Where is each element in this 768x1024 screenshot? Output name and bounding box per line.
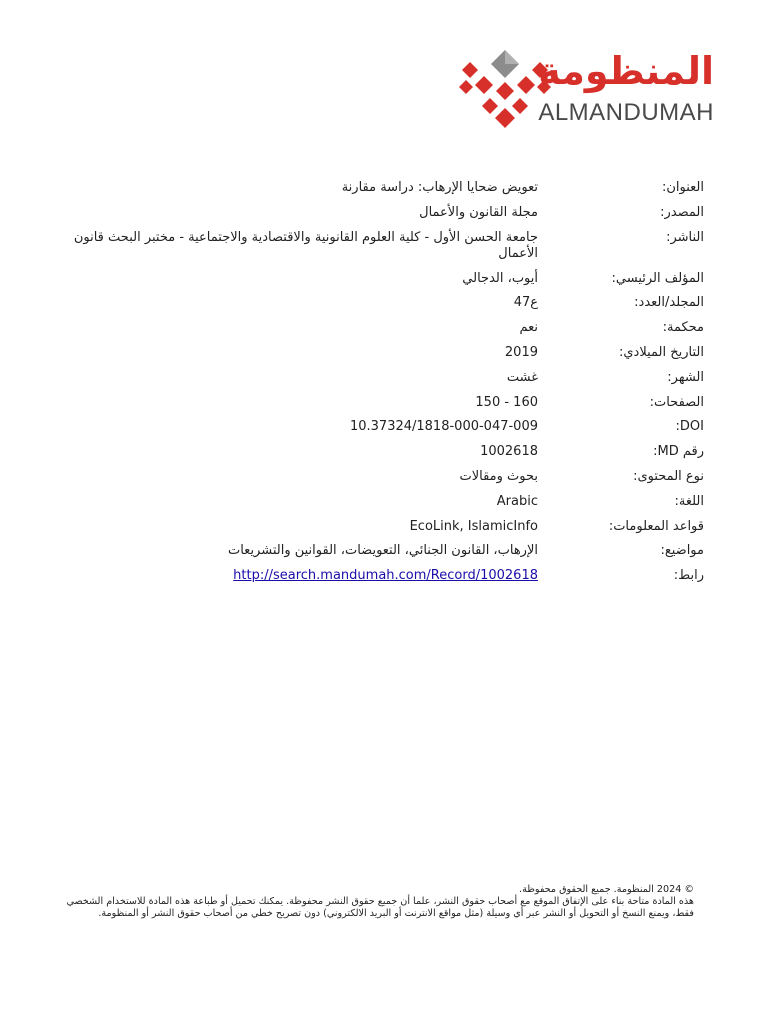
field-value-link: [60, 564, 538, 584]
field-value-title: تعويض ضحايا الإرهاب: دراسة مقارنة: [341, 180, 538, 195]
pages-text: 150 - 160: [475, 394, 538, 410]
field-label: العنوان:: [661, 180, 704, 195]
field-label: الناشر:: [666, 229, 704, 245]
field-label: محكمة:: [662, 320, 704, 336]
row-year: [60, 341, 704, 366]
field-label: مواضيع:: [660, 543, 704, 559]
logo-english-text: ALMANDUMAH: [538, 99, 714, 126]
field-label: نوع المحتوى:: [633, 468, 704, 484]
field-value-year: 2019: [504, 344, 538, 360]
field-label: المؤلف الرئيسي:: [611, 270, 704, 286]
row-main-author: [60, 267, 704, 292]
field-value-publisher: جامعة الحسن الأول - كلية العلوم القانونية والاقتصادية والاجتماعية - مختبر البحث قانون الأعمال: [73, 229, 538, 261]
field-label: الشهر:: [667, 369, 704, 385]
row-pages: [60, 391, 704, 416]
field-value-content-type: بحوث ومقالات: [459, 468, 538, 484]
doi-text: 10.37324/1818-000-047-009: [349, 419, 538, 435]
field-value-pages: [60, 391, 538, 411]
field-label: المجلد/العدد:: [634, 295, 704, 311]
row-md-number: [60, 440, 704, 465]
field-label: رابط:: [673, 568, 704, 584]
field-value-language: Arabic: [496, 493, 538, 509]
copyright-footer: [54, 884, 694, 920]
row-content-type: [60, 465, 704, 490]
record-details: [60, 176, 704, 589]
field-label: المصدر:: [660, 204, 704, 220]
record-link[interactable]: http://search.mandumah.com/Record/1002618: [233, 568, 538, 584]
field-value-peer-reviewed: نعم: [519, 320, 538, 336]
row-subjects: [60, 539, 704, 564]
field-label: DOI:: [675, 419, 704, 435]
field-label: رقم MD:: [653, 444, 704, 460]
row-month: [60, 366, 704, 391]
row-source: [60, 201, 704, 226]
field-label: قواعد المعلومات:: [608, 518, 704, 534]
usage-notice: هذه المادة متاحة بناء على الإتفاق الموقع مع أصحاب حقوق النشر، علما أن جميع حقوق النشر محفوظة. يمكنك تحميل أو طباعة هذه المادة للاستخدام الشخصي فقط، ويمنع النسخ أو التحويل أو النشر عبر أي وسيلة (مثل مواقع الانترنت أو البريد الالكتروني) دون تصريح خطي من أصحاب حقوق النشر أو المنظومة.: [66, 896, 694, 919]
row-language: [60, 490, 704, 515]
field-value-author: أيوب، الدجالي: [462, 270, 538, 286]
databases-text: EcoLink, IslamicInfo: [409, 518, 538, 534]
field-value-databases: [60, 515, 538, 535]
row-title: [60, 176, 704, 201]
row-publisher: [60, 226, 704, 267]
field-value-doi: [60, 415, 538, 435]
row-peer-reviewed: [60, 316, 704, 341]
logo-arabic-text: المنظومة: [538, 49, 714, 93]
row-databases: [60, 515, 704, 540]
field-value-source: مجلة القانون والأعمال: [419, 204, 538, 220]
almandumah-logo: [456, 48, 718, 132]
field-value-subjects: الإرهاب، القانون الجنائي، التعويضات، القوانين والتشريعات: [227, 543, 538, 559]
field-label: اللغة:: [674, 493, 704, 509]
copyright-line: © 2024 المنظومة. جميع الحقوق محفوظة.: [519, 884, 694, 895]
row-doi: [60, 415, 704, 440]
field-value-issue: ع47: [513, 295, 538, 311]
field-value-md-number: 1002618: [480, 444, 538, 460]
row-volume-issue: [60, 291, 704, 316]
field-label: التاريخ الميلادي:: [619, 344, 704, 360]
field-value-month: غشت: [506, 369, 538, 385]
row-link: [60, 564, 704, 589]
field-label: الصفحات:: [649, 394, 704, 410]
